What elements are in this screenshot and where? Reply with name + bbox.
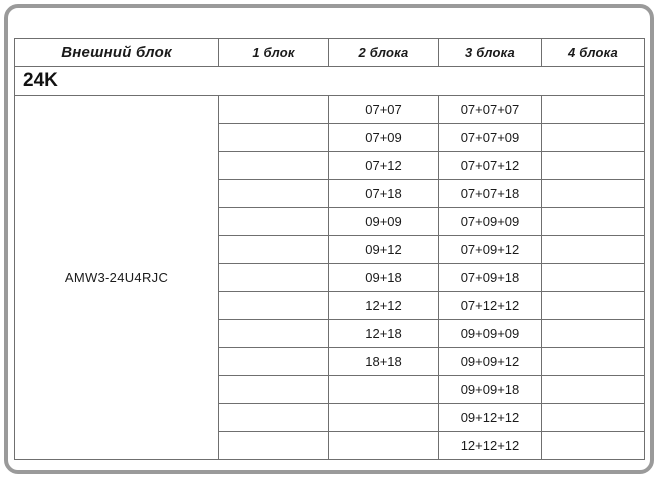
cell-four-blocks	[542, 376, 645, 404]
cell-three-blocks: 09+09+12	[439, 348, 542, 376]
group-label: 24K	[15, 67, 645, 96]
cell-four-blocks	[542, 152, 645, 180]
cell-three-blocks: 07+07+12	[439, 152, 542, 180]
cell-four-blocks	[542, 264, 645, 292]
cell-four-blocks	[542, 348, 645, 376]
column-header-one-block: 1 блок	[219, 39, 329, 67]
cell-one-block	[219, 432, 329, 460]
group-row-24k	[15, 67, 645, 96]
cell-two-blocks: 18+18	[329, 348, 439, 376]
cell-two-blocks: 07+12	[329, 152, 439, 180]
cell-four-blocks	[542, 432, 645, 460]
column-header-two-blocks: 2 блока	[329, 39, 439, 67]
table-header	[15, 39, 645, 67]
cell-three-blocks: 07+07+18	[439, 180, 542, 208]
cell-four-blocks	[542, 236, 645, 264]
cell-one-block	[219, 124, 329, 152]
cell-one-block	[219, 320, 329, 348]
cell-four-blocks	[542, 180, 645, 208]
cell-two-blocks: 12+18	[329, 320, 439, 348]
cell-one-block	[219, 152, 329, 180]
column-header-outdoor-unit: Внешний блок	[15, 39, 219, 67]
cell-three-blocks: 07+07+09	[439, 124, 542, 152]
cell-three-blocks: 07+12+12	[439, 292, 542, 320]
cell-two-blocks: 09+18	[329, 264, 439, 292]
cell-four-blocks	[542, 96, 645, 124]
cell-two-blocks: 12+12	[329, 292, 439, 320]
cell-three-blocks: 09+09+09	[439, 320, 542, 348]
cell-one-block	[219, 348, 329, 376]
cell-two-blocks	[329, 432, 439, 460]
cell-three-blocks: 12+12+12	[439, 432, 542, 460]
cell-one-block	[219, 376, 329, 404]
combination-table	[14, 38, 645, 460]
cell-two-blocks: 09+09	[329, 208, 439, 236]
cell-one-block	[219, 208, 329, 236]
cell-one-block	[219, 236, 329, 264]
cell-four-blocks	[542, 124, 645, 152]
cell-two-blocks: 07+09	[329, 124, 439, 152]
table-row	[15, 96, 645, 124]
cell-four-blocks	[542, 292, 645, 320]
table-header-row	[15, 39, 645, 67]
cell-three-blocks: 07+09+18	[439, 264, 542, 292]
cell-four-blocks	[542, 320, 645, 348]
cell-three-blocks: 07+07+07	[439, 96, 542, 124]
model-name-cell: AMW3-24U4RJC	[15, 96, 219, 460]
cell-two-blocks	[329, 404, 439, 432]
cell-three-blocks: 07+09+12	[439, 236, 542, 264]
cell-two-blocks: 09+12	[329, 236, 439, 264]
cell-two-blocks	[329, 376, 439, 404]
cell-one-block	[219, 180, 329, 208]
cell-one-block	[219, 96, 329, 124]
combination-table-container	[14, 38, 644, 460]
table-body	[15, 67, 645, 460]
cell-four-blocks	[542, 208, 645, 236]
cell-one-block	[219, 264, 329, 292]
cell-one-block	[219, 404, 329, 432]
cell-two-blocks: 07+18	[329, 180, 439, 208]
cell-three-blocks: 09+09+18	[439, 376, 542, 404]
cell-three-blocks: 09+12+12	[439, 404, 542, 432]
cell-two-blocks: 07+07	[329, 96, 439, 124]
cell-four-blocks	[542, 404, 645, 432]
cell-three-blocks: 07+09+09	[439, 208, 542, 236]
column-header-three-blocks: 3 блока	[439, 39, 542, 67]
column-header-four-blocks: 4 блока	[542, 39, 645, 67]
cell-one-block	[219, 292, 329, 320]
